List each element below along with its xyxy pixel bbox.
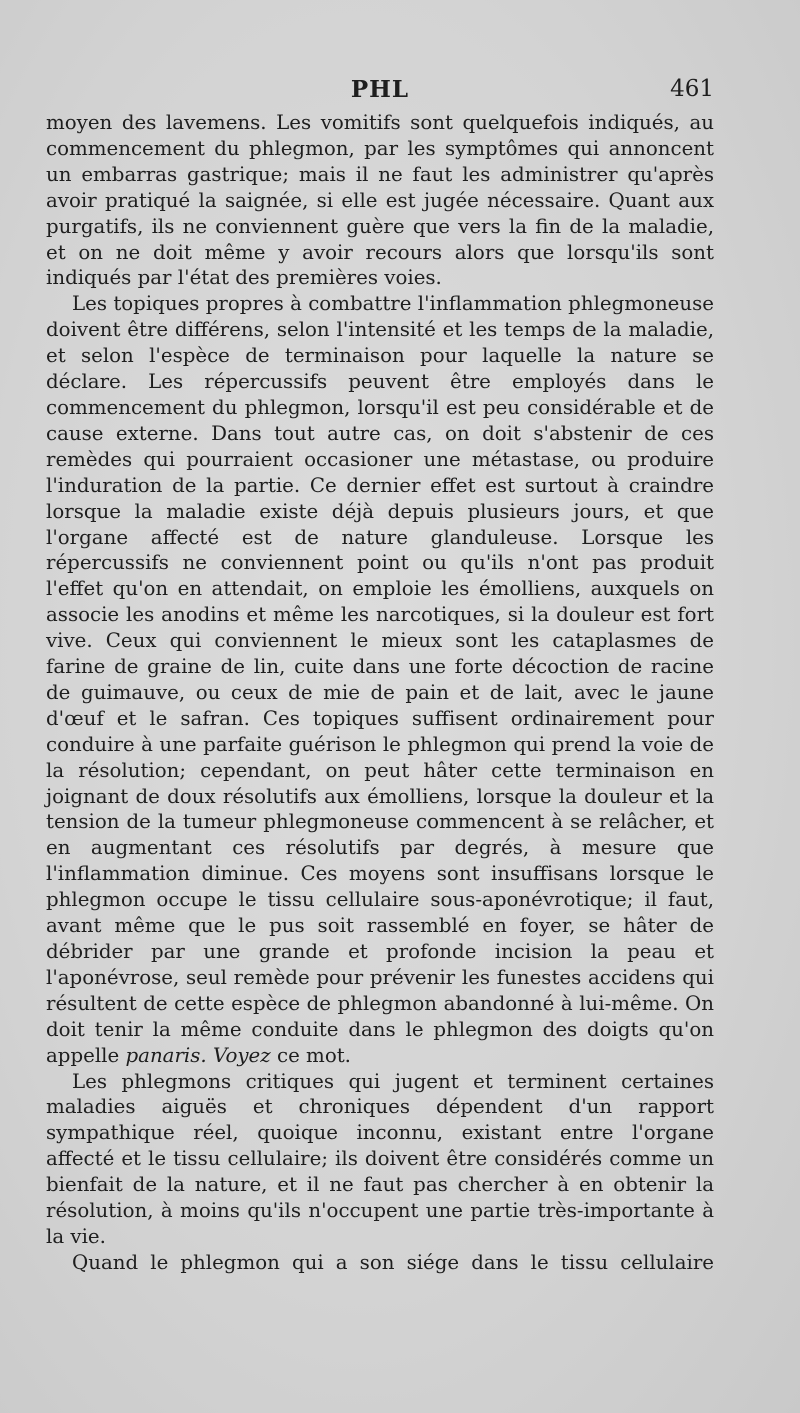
body-text: [46, 110, 714, 1276]
paragraph-4: Quand le phlegmon qui a son siége dans le tissu cellulaire: [72, 1250, 714, 1274]
page-number: 461: [670, 76, 714, 102]
italic-term-panaris: panaris.: [125, 1043, 207, 1067]
paragraph-2: [46, 291, 714, 1068]
paragraph-2-text: Les topiques propres à combattre l'inflammation phlegmoneuse doivent être différens, selon l'intensité et les temps de la maladie, et selon l'espèce de terminaison pour laquelle la nature se déclare. Les répercussifs peuvent être employés dans le commencement du phlegmon, lorsqu'il est peu considérable et de cause externe. Dans tout autre cas, on doit s'abstenir de ces remèdes qui pourraient occasioner une métastase, ou produire l'induration de la partie. Ce dernier effet est surtout à craindre lorsque la maladie existe déjà depuis plusieurs jours, et que l'organe affecté est de nature glanduleuse. Lorsque les répercussifs ne conviennent point ou qu'ils n'ont pas produit l'effet qu'on en attendait, on emploie les émolliens, auxquels on associe les anodins et même les narcotiques, si la douleur est fort vive. Ceux qui conviennent le mieux sont les cataplasmes de farine de graine de lin, cuite dans une forte décoction de racine de guimauve, ou ceux de mie de pain et de lait, avec le jaune d'œuf et le safran. Ces topiques suffisent ordinairement pour conduire à une parfaite guérison le phlegmon qui prend la voie de la résolution; cependant, on peut hâter cette terminaison en joignant de doux résolutifs aux émolliens, lorsque la douleur et la tension de la tumeur phlegmoneuse commencent à se relâcher, et en augmentant ces résolutifs par degrés, à mesure que l'inflammation diminue. Ces moyens sont insuffisans lorsque le phlegmon occupe le tissu cellulaire sous-aponévrotique; il faut, avant même que le pus soit rassemblé en foyer, se hâter de débrider par une grande et profonde incision la peau et l'aponévrose, seul remède pour prévenir les funestes accidens qui résultent de cette espèce de phlegmon abandonné à lui-même. On doit tenir la même conduite dans le phlegmon des doigts qu'on appelle: [46, 292, 714, 1067]
running-header: [46, 76, 714, 108]
paragraph-2-end: ce mot.: [276, 1043, 351, 1067]
paragraph-1: moyen des lavemens. Les vomitifs sont quelquefois indiqués, au commencement du phlegmon, par les symptômes qui annoncent un embarras gastrique; mais il ne faut les administrer qu'après avoir pratiqué la saignée, si elle est jugée nécessaire. Quant aux purgatifs, ils ne conviennent guère que vers la fin de la maladie, et on ne doit même y avoir recours alors que lorsqu'ils sont indiqués par l'état des premières voies.: [46, 111, 714, 290]
header-title: PHL: [350, 76, 410, 103]
italic-term-voyez: Voyez: [213, 1043, 271, 1067]
paragraph-3: Les phlegmons critiques qui jugent et terminent certaines maladies aiguës et chroniques dépendent d'un rapport sympathique réel, quoique inconnu, existant entre l'organe affecté et le tissu cellulaire; ils doivent être considérés comme un bienfait de la nature, et il ne faut pas chercher à en obtenir la résolution, à moins qu'ils n'occupent une partie très-importante à la vie.: [46, 1069, 714, 1248]
